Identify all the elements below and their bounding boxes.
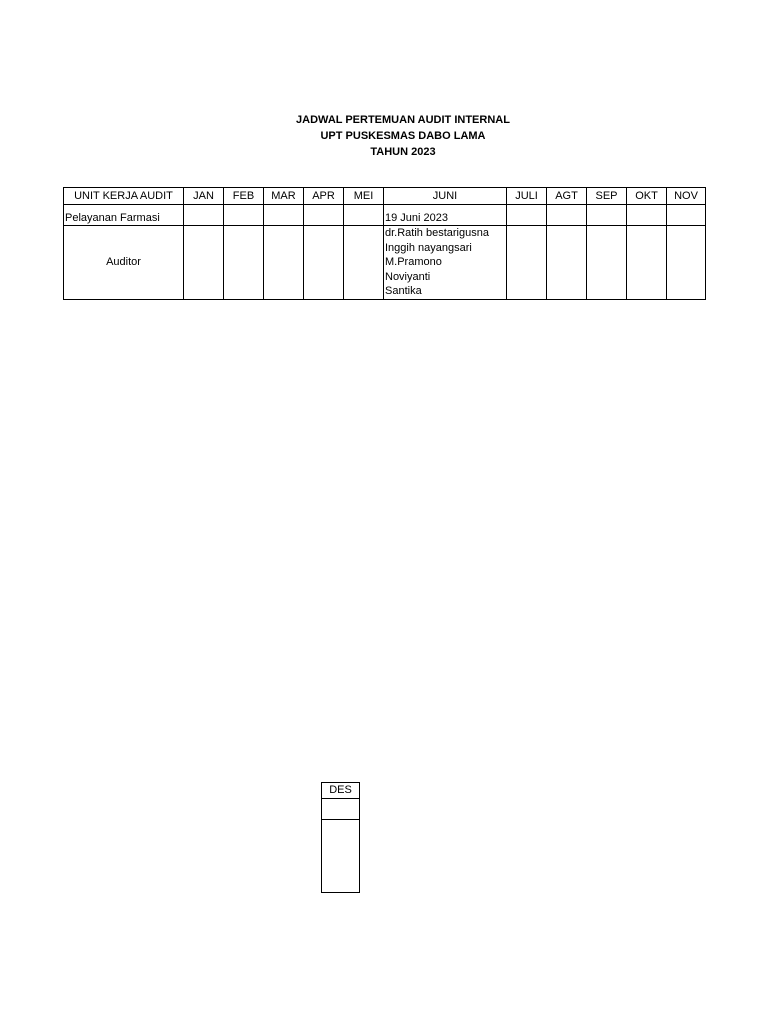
header-sep: SEP — [587, 188, 627, 205]
des-overflow-table — [321, 782, 360, 893]
title-line-1: JADWAL PERTEMUAN AUDIT INTERNAL — [296, 114, 510, 126]
empty-cell — [224, 205, 264, 226]
empty-cell — [184, 226, 224, 300]
title-line-3: TAHUN 2023 — [370, 146, 436, 158]
empty-cell — [304, 205, 344, 226]
empty-cell — [667, 226, 706, 300]
empty-cell — [547, 205, 587, 226]
header-unit-kerja-audit: UNIT KERJA AUDIT — [64, 188, 184, 205]
empty-cell — [322, 799, 360, 820]
empty-cell — [344, 226, 384, 300]
empty-cell — [264, 226, 304, 300]
auditor-name: Inggih nayangsari — [385, 241, 472, 254]
header-mar: MAR — [264, 188, 304, 205]
empty-cell — [587, 205, 627, 226]
juni-date-cell: 19 Juni 2023 — [384, 205, 507, 226]
auditor-name: M.Pramono — [385, 256, 442, 269]
empty-cell — [627, 205, 667, 226]
empty-cell — [667, 205, 706, 226]
header-juli: JULI — [507, 188, 547, 205]
empty-cell — [547, 226, 587, 300]
auditor-list — [384, 226, 507, 300]
header-okt: OKT — [627, 188, 667, 205]
header-agt: AGT — [547, 188, 587, 205]
auditor-name: dr.Ratih bestarigusna — [385, 227, 489, 239]
header-apr: APR — [304, 188, 344, 205]
header-jan: JAN — [184, 188, 224, 205]
empty-cell — [507, 205, 547, 226]
document-title — [0, 112, 768, 160]
header-juni: JUNI — [384, 188, 507, 205]
empty-cell — [587, 226, 627, 300]
empty-cell — [322, 820, 360, 893]
empty-cell — [304, 226, 344, 300]
empty-cell — [344, 205, 384, 226]
unit-cell: Pelayanan Farmasi — [64, 205, 184, 226]
empty-cell — [264, 205, 304, 226]
auditor-name: Noviyanti — [385, 270, 431, 283]
empty-cell — [224, 226, 264, 300]
table-header-row — [64, 188, 706, 205]
empty-cell — [627, 226, 667, 300]
empty-cell — [507, 226, 547, 300]
table-row — [64, 205, 706, 226]
audit-schedule-table — [63, 187, 706, 300]
table-row — [64, 226, 706, 300]
auditor-name: Santika — [385, 285, 422, 298]
header-mei: MEI — [344, 188, 384, 205]
title-line-2: UPT PUSKESMAS DABO LAMA — [320, 130, 486, 142]
empty-cell — [184, 205, 224, 226]
auditor-label: Auditor — [64, 226, 184, 300]
header-nov: NOV — [667, 188, 706, 205]
header-feb: FEB — [224, 188, 264, 205]
header-des: DES — [322, 783, 360, 799]
